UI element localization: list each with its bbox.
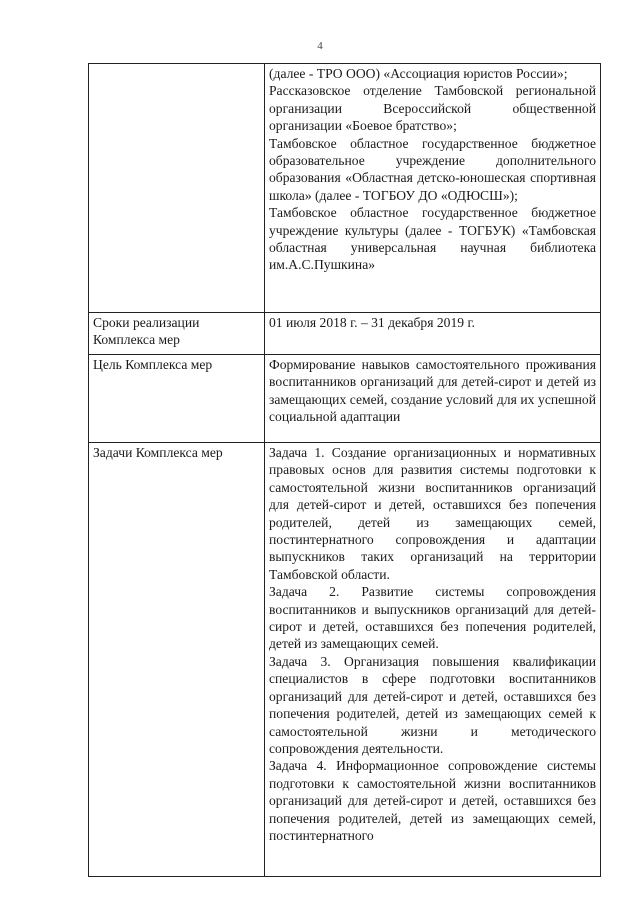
table-row-goal [89, 355, 601, 443]
goal-cell [265, 355, 601, 443]
tasks-label: Задачи Комплекса мер [89, 443, 265, 877]
task-paragraph: Задача 3. Организация повышения квалификации специалистов в сфере подготовки воспитанников организаций для детей-сирот и детей, оставшихся без попечения родителей, детей из замещающих семей к самостоятельной жизни и методического сопровождения деятельности. [269, 653, 596, 756]
measures-table [88, 63, 601, 877]
organization-paragraph: (далее - ТРО ООО) «Ассоциация юристов России»; [269, 66, 568, 81]
tasks-cell [265, 443, 601, 877]
row-label-empty [89, 64, 265, 313]
table-row-organizations [89, 64, 601, 313]
goal-value: Формирование навыков самостоятельного проживания воспитанников организаций для детей-сирот и детей из замещающих семей, создание условий для их успешной социальной адаптации [269, 357, 596, 425]
task-paragraph: Задача 4. Информационное сопровождение системы подготовки к самостоятельной жизни воспитанников организаций для детей-сирот и детей, оставшихся без попечения родителей, детей из замещающих семей, постинтернатного [269, 758, 596, 843]
task-paragraph: Задача 1. Создание организационных и нормативных правовых основ для развития системы подготовки к самостоятельной жизни воспитанников организаций для детей-сирот и детей, оставшихся без попечения родителей, детей из замещающих семей, постинтернатного сопровождения и адаптации выпускников таких организаций на территории Тамбовской области. [269, 445, 596, 582]
implementation-period-label: Сроки реализации Комплекса мер [89, 313, 265, 355]
task-paragraph: Задача 2. Развитие системы сопровождения воспитанников и выпускников организаций для детей-сирот и детей, оставшихся без попечения родителей, детей из замещающих семей. [269, 584, 596, 652]
organization-paragraph: Тамбовское областное государственное бюджетное учреждение культуры (далее - ТОГБУК) «Тамбовская областная универсальная научная библиотека им.А.С.Пушкина» [269, 205, 596, 273]
organization-paragraph: Рассказовское отделение Тамбовской региональной организации Всероссийской общественной организации «Боевое братство»; [269, 83, 596, 134]
table-row-tasks [89, 443, 601, 877]
goal-label: Цель Комплекса мер [89, 355, 265, 443]
organizations-cell [265, 64, 601, 313]
table-row-implementation-period [89, 313, 601, 355]
organization-paragraph: Тамбовское областное государственное бюджетное образовательное учреждение дополнительного образования «Областная детско-юношеская спортивная школа» (далее - ТОГБОУ ДО «ОДЮСШ»); [269, 135, 596, 203]
page-number: 4 [317, 40, 323, 52]
implementation-period-value: 01 июля 2018 г. – 31 декабря 2019 г. [265, 313, 601, 355]
